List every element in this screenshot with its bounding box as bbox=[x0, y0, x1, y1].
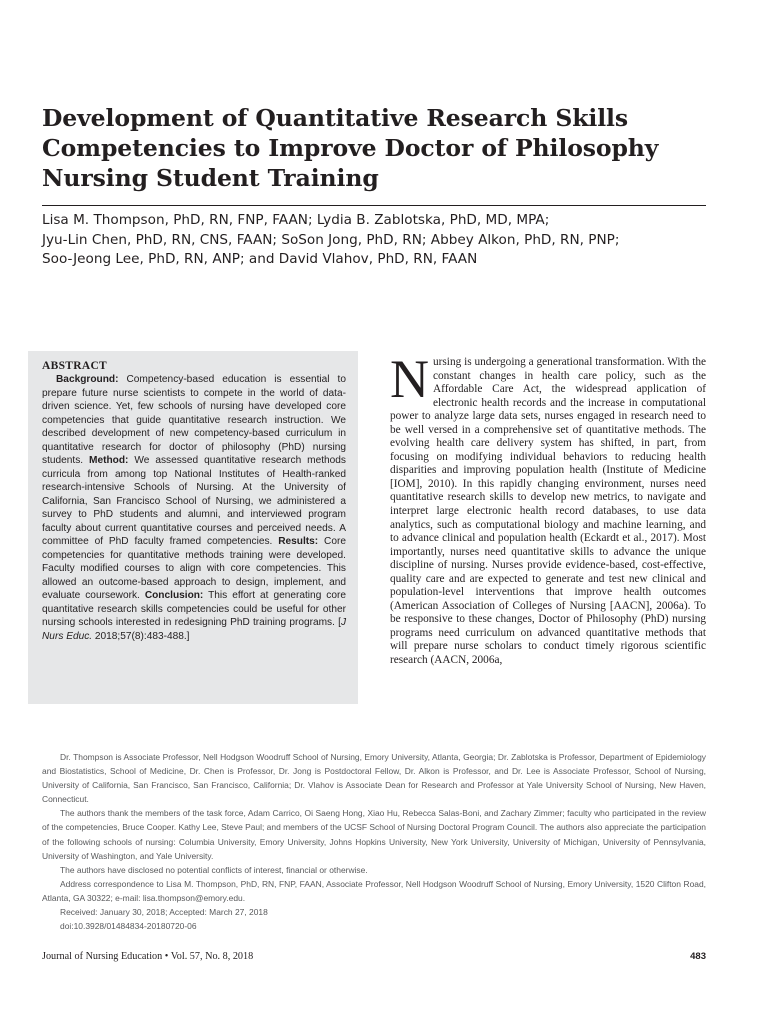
background-text: Competency-based education is essential to prepare future nurse scientists to compete in the world of data-driven science. Yet, few schools of nursing have developed core competencies that guide quantitative research instruction. We described development of new competency-based curriculum in quantitative research for doctor of philosophy (PhD) nursing students. bbox=[42, 374, 346, 466]
author-line: Soo-Jeong Lee, PhD, RN, ANP; and David Vlahov, PhD, RN, FAAN bbox=[42, 251, 478, 267]
drop-cap: N bbox=[390, 349, 429, 409]
footnotes bbox=[42, 750, 706, 933]
footnote-disclosure: The authors have disclosed no potential conflicts of interest, financial or otherwise. bbox=[60, 864, 368, 875]
journal-name: Journal of Nursing Education bbox=[42, 951, 163, 962]
citation-journal: J Nurs Educ. bbox=[42, 617, 346, 642]
author-line: Lisa M. Thompson, PhD, RN, FNP, FAAN; Lydia B. Zablotska, PhD, MD, MPA; bbox=[42, 212, 550, 228]
footnote-dates: Received: January 30, 2018; Accepted: March 27, 2018 bbox=[60, 907, 268, 918]
body-text: ursing is undergoing a generational transformation. With the constant changes in health care policy, such as the Affordable Care Act, the widespread application of electronic health records and the increase in computational power to analyze large data sets, nurses engaged in research need to be well versed in a comprehensive set of quantitative methods. The evolving health care delivery system has shifted, in part, from focusing on modifying individual behaviors to reducing health disparities and improving population health (Institute of Medicine [IOM], 2010). In this rapidly changing environment, nurses need quantitative research skills to develop new metrics, to navigate and interpret large electronic health record databases, to use data analytics, such as computational biology and machine learning, and to advance clinical and population health (Eckardt et al., 2017). Most importantly, nurses need quantitative skills to advance the unique discipline of nursing. Nurses provide evidence-based, cost-effective, quality care and are expected to generate and test new clinical and population-level interventions that improve health outcomes (American Association of Colleges of Nursing [AACN], 2006a). To be responsive to these changes, Doctor of Philosophy (PhD) nursing programs need curriculum on advanced quantitative methods that will prepare nurse scholars to conduct timely rigorous scientific research (AACN, 2006a, bbox=[390, 356, 706, 667]
volume-info: Vol. 57, No. 8, 2018 bbox=[170, 951, 254, 962]
author-line: Jyu-Lin Chen, PhD, RN, CNS, FAAN; SoSon Jong, PhD, RN; Abbey Alkon, PhD, RN, PNP; bbox=[42, 231, 620, 248]
title-divider bbox=[42, 205, 706, 206]
abstract-box bbox=[28, 351, 358, 704]
conclusion-text: This effort at generating core quantitative research skills competencies could be useful for other nursing schools interested in redesigning PhD training programs. [ bbox=[42, 590, 346, 628]
footnote-correspondence: Address correspondence to Lisa M. Thompson, PhD, RN, FNP, FAAN, Associate Professor, Nell Hodgson Woodruff School of Nursing, Emory University, 1520 Clifton Road, Atlanta, GA 30322; e-mail: lisa.thompson@emory.edu. bbox=[42, 878, 706, 903]
page-footer bbox=[42, 951, 706, 965]
abstract-heading: ABSTRACT bbox=[42, 360, 108, 372]
footnote-affiliations: Dr. Thompson is Associate Professor, Nell Hodgson Woodruff School of Nursing, Emory University, Atlanta, Georgia; Dr. Zablotska is Professor, Department of Epidemiology and Biostatistics, School of Medicine, Dr. Chen is Professor, Dr. Jong is Postdoctoral Fellow, Dr. Alkon is Professor, and Dr. Lee is Associate Professor, School of Nursing, University of California, San Francisco, San Francisco, California; Dr. Vlahov is Associate Dean for Research and Professor at Yale University School of Nursing, New Haven, Connecticut. bbox=[42, 752, 706, 805]
body-column bbox=[390, 349, 706, 668]
footer-bullet: • bbox=[164, 951, 169, 962]
method-text: We assessed quantitative research methods curricula from among top National Institutes of Health-ranked research-intensive Schools of Nursing. At the University of California, San Francisco School of Nursing, we administered a survey to PhD students and alumni, and interviewed program faculty about current quantitative courses and perceived needs. A committee of PhD faculty framed competencies. bbox=[42, 455, 346, 547]
method-label: Method: bbox=[89, 455, 129, 466]
footnote-acknowledgments: The authors thank the members of the task force, Adam Carrico, Oi Saeng Hong, Xiao Hu, Rebecca Salas-Boni, and Zachary Zimmer; faculty who participated in the review of the competencies, Bruce Cooper. Kathy Lee, Steve Paul; and members of the UCSF School of Nursing Doctoral Program Council. The authors also appreciate the participation of the following schools of nursing: Columbia University, Emory University, Johns Hopkins University, New York University, University of Michigan, University of Pennsylvania, University of Washington, and Yale University. bbox=[42, 808, 706, 861]
footer-citation bbox=[42, 951, 253, 962]
background-label: Background: bbox=[56, 374, 119, 385]
abstract-content bbox=[42, 359, 346, 643]
conclusion-label: Conclusion: bbox=[144, 590, 204, 601]
footnote-doi: doi:10.3928/01484834-20180720-06 bbox=[60, 921, 197, 932]
results-text: Core competencies for quantitative methods training were developed. Faculty modified courses to align with core competencies. This allowed an outcome-based approach to design, implement, and evaluate coursework. bbox=[42, 536, 347, 601]
article-title: Development of Quantitative Research Skills Competencies to Improve Doctor of Philosophy Nursing Student Training bbox=[42, 104, 659, 192]
author-list bbox=[42, 211, 722, 270]
page-number: 483 bbox=[690, 951, 706, 962]
abstract-paragraph bbox=[42, 373, 346, 643]
results-label: Results: bbox=[278, 536, 319, 547]
citation-details: 2018;57(8):483-488.] bbox=[92, 630, 190, 642]
